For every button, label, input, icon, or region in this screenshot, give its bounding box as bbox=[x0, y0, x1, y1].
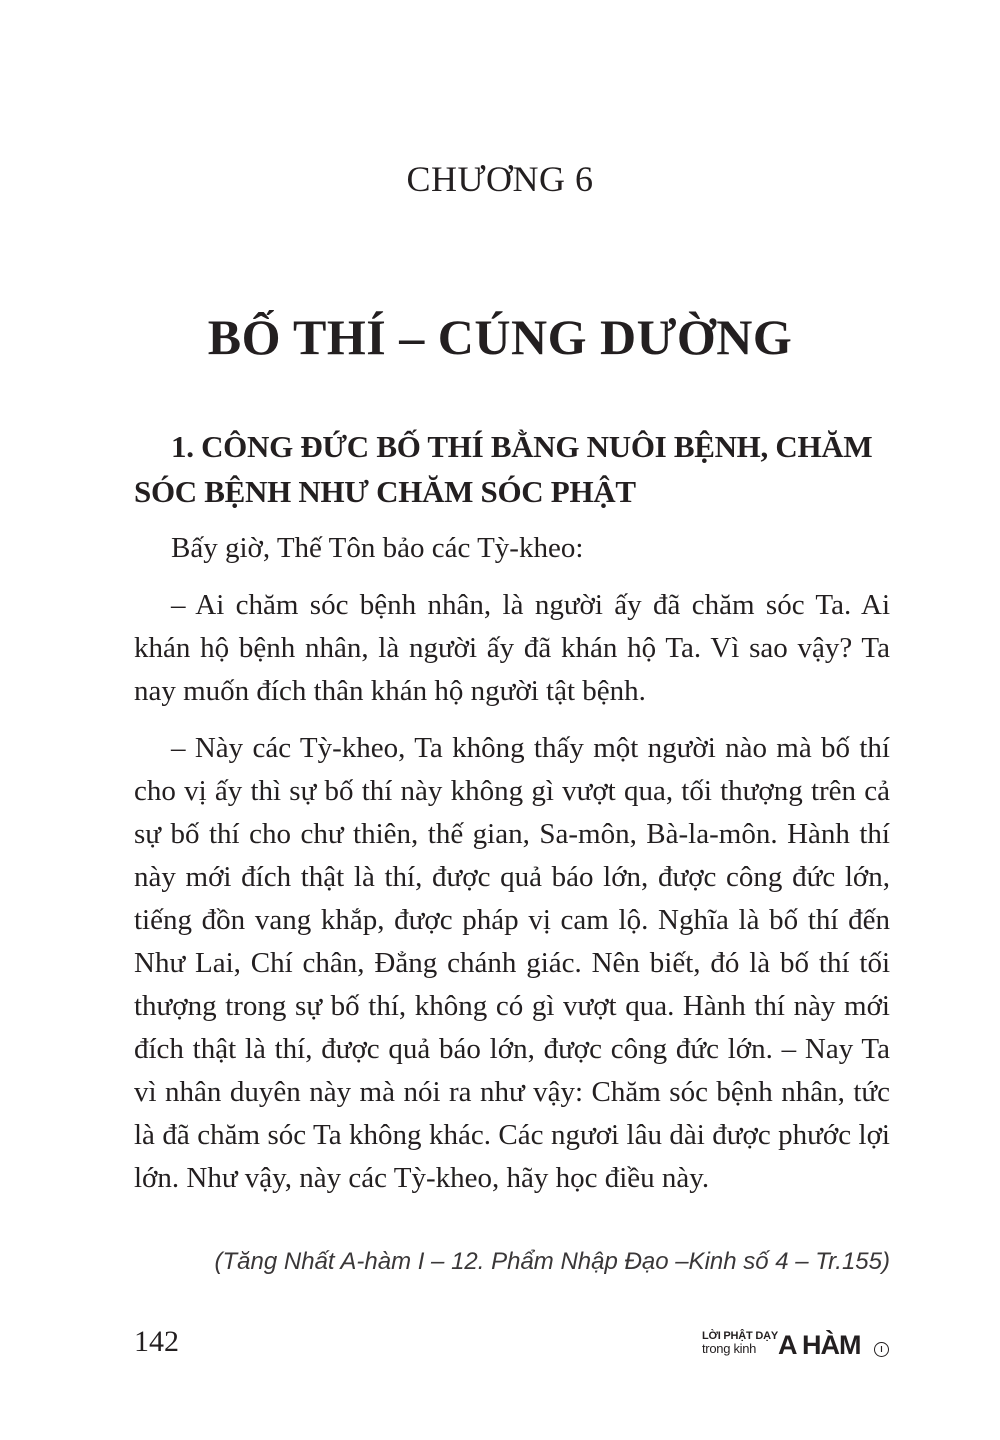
paragraph-dialogue-2: – Này các Tỳ-kheo, Ta không thấy một người nào mà bố thí cho vị ấy thì sự bố thí này không gì vượt qua, tối thượng trên cả sự bố thí cho chư thiên, thế gian, Sa-môn, Bà-la-môn. Hành thí này mới đích thật là thí, được quả báo lớn, được công đức lớn, tiếng đồn vang khắp, được pháp vị cam lộ. Nghĩa là bố thí đến Như Lai, Chí chân, Đẳng chánh giác. Nên biết, đó là bố thí tối thượng trong sự bố thí, không có gì vượt qua. Hành thí này mới đích thật là thí, được quả báo lớn, được công đức lớn. – Nay Ta vì nhân duyên này mà nói ra như vậy: Chăm sóc bệnh nhân, tức là đã chăm sóc Ta không khác. Các ngươi lâu dài được phước lợi lớn. Như vậy, này các Tỳ-kheo, hãy học điều này. bbox=[134, 732, 890, 1194]
section-heading: 1. CÔNG ĐỨC BỐ THÍ BẰNG NUÔI BỆNH, CHĂM SÓC BỆNH NHƯ CHĂM SÓC PHẬT bbox=[134, 429, 873, 509]
source-citation: (Tăng Nhất A-hàm I – 12. Phẩm Nhập Đạo –Kinh số 4 – Tr.155) bbox=[214, 1248, 890, 1275]
chapter-title: BỐ THÍ – CÚNG DƯỜNG bbox=[207, 309, 793, 365]
book-brand-logo bbox=[702, 1330, 892, 1364]
body-text bbox=[134, 527, 890, 1200]
brand-line-2: trong kinh bbox=[702, 1341, 757, 1356]
volume-badge: I bbox=[874, 1342, 889, 1357]
brand-main-title: A HÀM bbox=[778, 1330, 861, 1360]
paragraph-intro: Bấy giờ, Thế Tôn bảo các Tỳ-kheo: bbox=[171, 532, 584, 564]
brand-line-1: LỜI PHẬT DẠY bbox=[702, 1330, 779, 1342]
chapter-label: CHƯƠNG 6 bbox=[406, 159, 594, 199]
paragraph-dialogue-1: – Ai chăm sóc bệnh nhân, là người ấy đã chăm sóc Ta. Ai khán hộ bệnh nhân, là người ấy đã khán hộ Ta. Vì sao vậy? Ta nay muốn đích thân khán hộ người tật bệnh. bbox=[134, 589, 890, 707]
page-number: 142 bbox=[134, 1325, 179, 1358]
